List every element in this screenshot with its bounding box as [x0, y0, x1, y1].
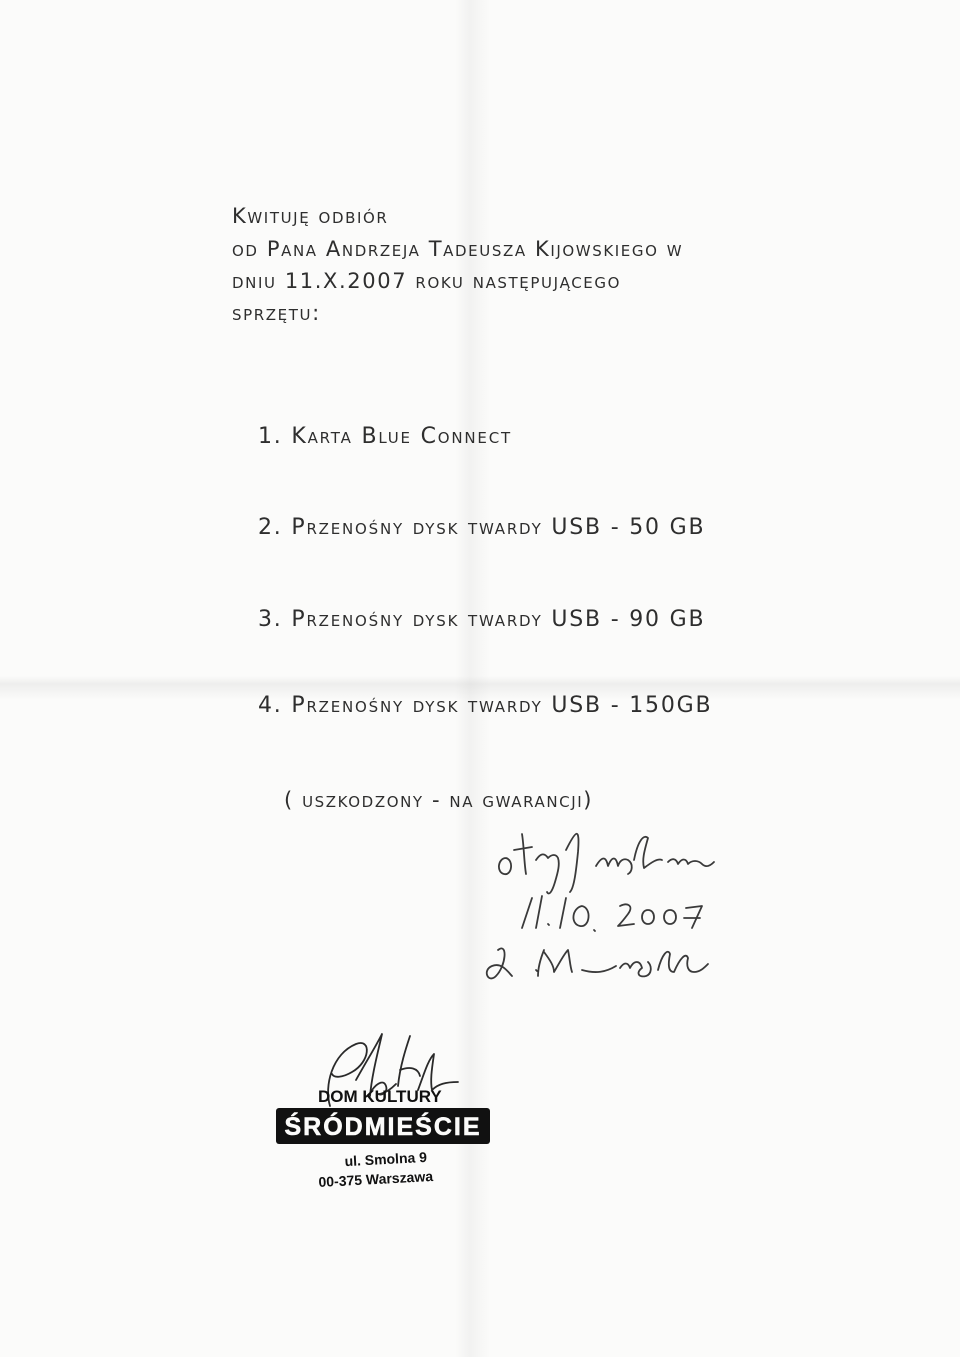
institution-stamp	[248, 1080, 508, 1190]
item-1: 1. Karta Blue Connect	[258, 424, 512, 449]
stamp-line-1: DOM KULTURY	[318, 1087, 442, 1106]
handwritten-receipt-note	[470, 820, 810, 1020]
stamp-line-3: ul. Smolna 9	[344, 1148, 428, 1170]
item-2: 2. Przenośny dysk twardy USB - 50 GB	[258, 515, 706, 540]
intro-line-2: od Pana Andrzeja Tadeusza Kijowskiego w	[232, 237, 684, 261]
stamp-line-4: 00-375 Warszawa	[318, 1168, 434, 1190]
warranty-note: ( uszkodzony - na gwarancji)	[284, 788, 594, 812]
stamp-line-2: ŚRÓDMIEŚCIE	[284, 1113, 482, 1141]
intro-line-3: dniu 11.X.2007 roku następującego	[232, 269, 622, 293]
item-4: 4. Przenośny dysk twardy USB - 150GB	[258, 693, 713, 718]
intro-line-1: Kwituję odbiór	[232, 204, 389, 228]
item-3: 3. Przenośny dysk twardy USB - 90 GB	[258, 607, 706, 632]
intro-line-4: sprzętu:	[232, 301, 321, 325]
